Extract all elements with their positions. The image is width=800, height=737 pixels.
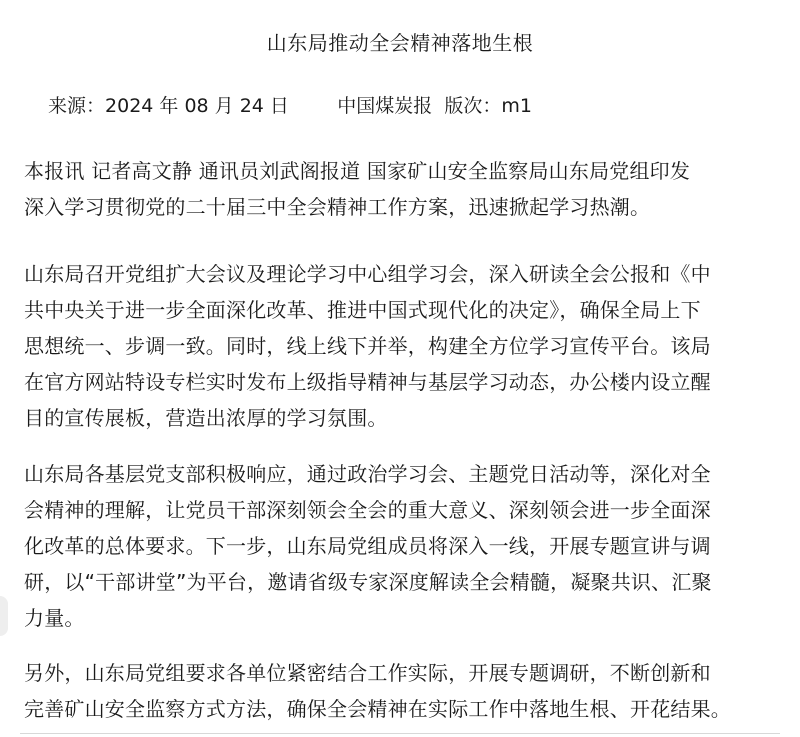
paragraph-line: 本报讯 记者高文静 通讯员刘武阁报道 国家矿山安全监察局山东局党组印发 bbox=[24, 159, 691, 183]
paragraph-1 bbox=[24, 153, 784, 225]
article-meta bbox=[48, 91, 532, 121]
scroll-edge-handle[interactable] bbox=[0, 596, 8, 636]
article-title: 山东局推动全会精神落地生根 bbox=[266, 31, 534, 55]
paragraph-line: 化改革的总体要求。下一步，山东局党组成员将深入一线，开展专题宣讲与调 bbox=[24, 534, 711, 558]
paragraph-line: 山东局各基层党支部积极响应，通过政治学习会、主题党日活动等，深化对全 bbox=[24, 462, 711, 486]
source-label: 来源： bbox=[48, 95, 106, 117]
paragraph-4 bbox=[24, 655, 784, 727]
paragraph-line: 思想统一、步调一致。同时，线上线下并举，构建全方位学习宣传平台。该局 bbox=[24, 334, 711, 358]
paragraph-line: 研，以“干部讲堂”为平台，邀请省级专家深度解读全会精髓，凝聚共识、汇聚 bbox=[24, 570, 712, 594]
edition-value: m1 bbox=[501, 95, 532, 117]
paragraph-line: 完善矿山安全监察方式方法，确保全会精神在实际工作中落地生根、开花结果。 bbox=[24, 697, 731, 721]
publication-name: 中国煤炭报 bbox=[337, 95, 433, 117]
paragraph-line: 会精神的理解，让党员干部深刻领会全会的重大意义、深刻领会进一步全面深 bbox=[24, 498, 711, 522]
publish-date: 2024 年 08 月 24 日 bbox=[105, 95, 289, 117]
paragraph-line: 共中央关于进一步全面深化改革、推进中国式现代化的决定》，确保全局上下 bbox=[24, 298, 701, 322]
paragraph-line: 另外，山东局党组要求各单位紧密结合工作实际，开展专题调研，不断创新和 bbox=[24, 661, 711, 685]
paragraph-line: 目的宣传展板，营造出浓厚的学习氛围。 bbox=[24, 406, 388, 430]
paragraph-line: 山东局召开党组扩大会议及理论学习中心组学习会，深入研读全会公报和《中 bbox=[24, 262, 711, 286]
bottom-divider bbox=[20, 733, 780, 734]
paragraph-2 bbox=[24, 256, 784, 436]
paragraph-line: 深入学习贯彻党的二十届三中全会精神工作方案，迅速掀起学习热潮。 bbox=[24, 195, 651, 219]
paragraph-line: 力量。 bbox=[24, 606, 85, 630]
paragraph-3 bbox=[24, 456, 784, 636]
edition-label: 版次： bbox=[444, 95, 502, 117]
paragraph-line: 在官方网站特设专栏实时发布上级指导精神与基层学习动态，办公楼内设立醒 bbox=[24, 370, 711, 394]
